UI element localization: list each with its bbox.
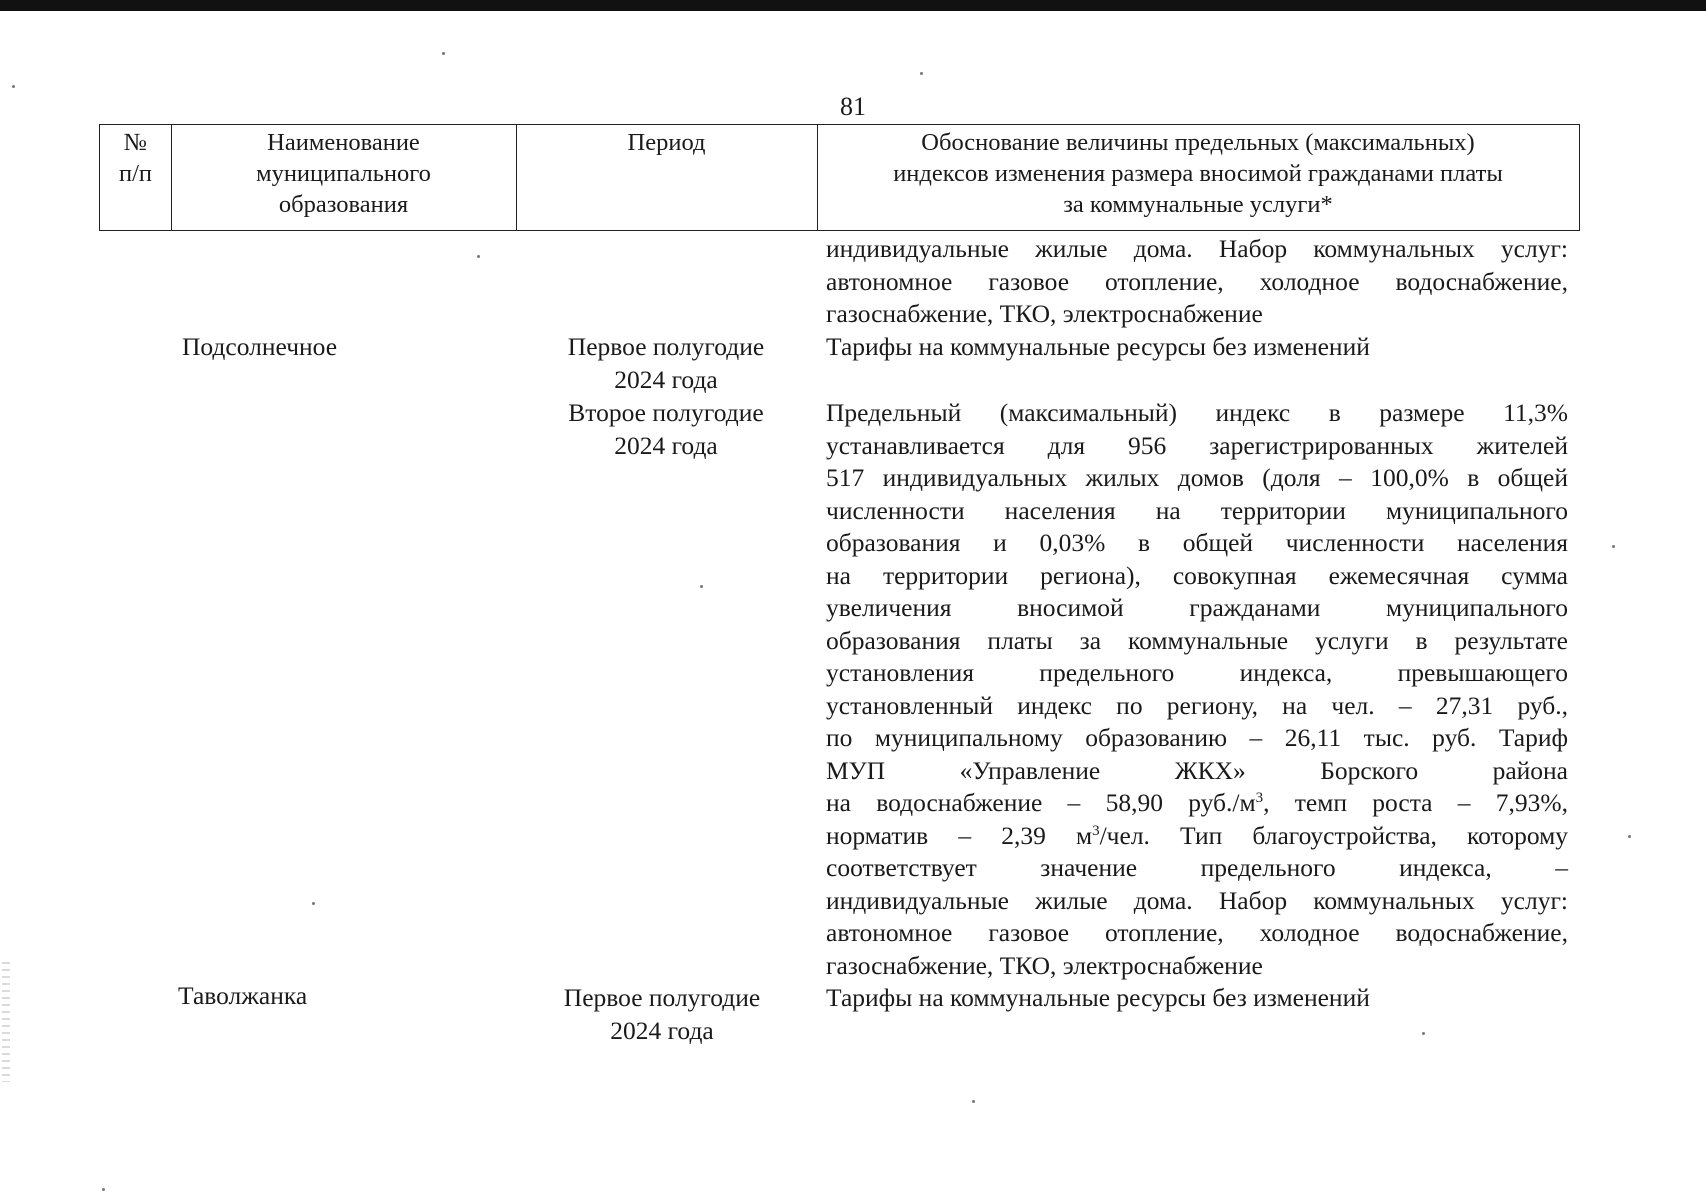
scan-top-border [0, 0, 1706, 11]
scan-speck [442, 52, 445, 55]
header-number-column: № п/п [118, 129, 153, 187]
scan-speck [312, 902, 315, 905]
scan-speck [1628, 835, 1631, 838]
municipality-name: Таволжанка [178, 981, 308, 1010]
scan-speck [700, 585, 703, 588]
scan-speck [972, 1100, 975, 1103]
justification-text: Тарифы на коммунальные ресурсы без изменений [826, 332, 1370, 361]
period-second-half: Второе полугодие 2024 года [568, 398, 764, 460]
period-first-half: Первое полугодие 2024 года [563, 983, 761, 1045]
scan-speck [920, 72, 923, 75]
scan-edge-noise [2, 962, 10, 1082]
continuation-text: индивидуальные жилые дома. Набор коммунальных услуг: автономное газовое отопление, холодное водоснабжение, газоснабжение, ТКО, электроснабжение [826, 234, 1568, 328]
municipality-name: Подсолнечное [182, 332, 338, 361]
scan-speck [12, 85, 15, 88]
header-municipality-column: Наименование муниципального образования [256, 129, 431, 218]
scan-speck [477, 255, 480, 258]
header-justification-column: Обоснование величины предельных (максимальных) индексов изменения размера вносимой гражданами платы за коммунальные услуги* [893, 129, 1503, 218]
justification-text: Предельный (максимальный) индекс в размере 11,3% устанавливается для 956 зарегистрированных жителей 517 индивидуальных жилых домов (доля – 100,0% в общей численности населения на территории муниципального образования и 0,03% в общей численности населения на территории региона), совокупная ежемесячная сумма увеличения вносимой гражданами муниципального образования платы за коммунальные услуги в результате установления предельного индекса, превышающего установленный индекс по региону, на чел. – 27,31 руб., по муниципальному образованию – 26,11 тыс. руб. Тариф МУП «Управление ЖКХ» Борского района на водоснабжение – 58,90 $руб./м^3$, темп роста – 7,93%, норматив – 2,39 $м^3$/чел. Тип благоустройства, которому соответствует значение предельного индекса, – индивидуальные жилые дома. Набор коммунальных услуг: автономное газовое отопление, холодное водоснабжение, газоснабжение, ТКО, электроснабжение [826, 398, 1568, 980]
page-number: 81 [840, 92, 866, 121]
justification-text: Тарифы на коммунальные ресурсы без изменений [826, 983, 1370, 1012]
scan-speck [1422, 1032, 1425, 1035]
table-header [99, 124, 1580, 231]
period-first-half: Первое полугодие 2024 года [567, 332, 765, 394]
scan-speck [1612, 545, 1615, 548]
header-period-column: Период [627, 129, 706, 156]
scan-speck [102, 1188, 105, 1191]
